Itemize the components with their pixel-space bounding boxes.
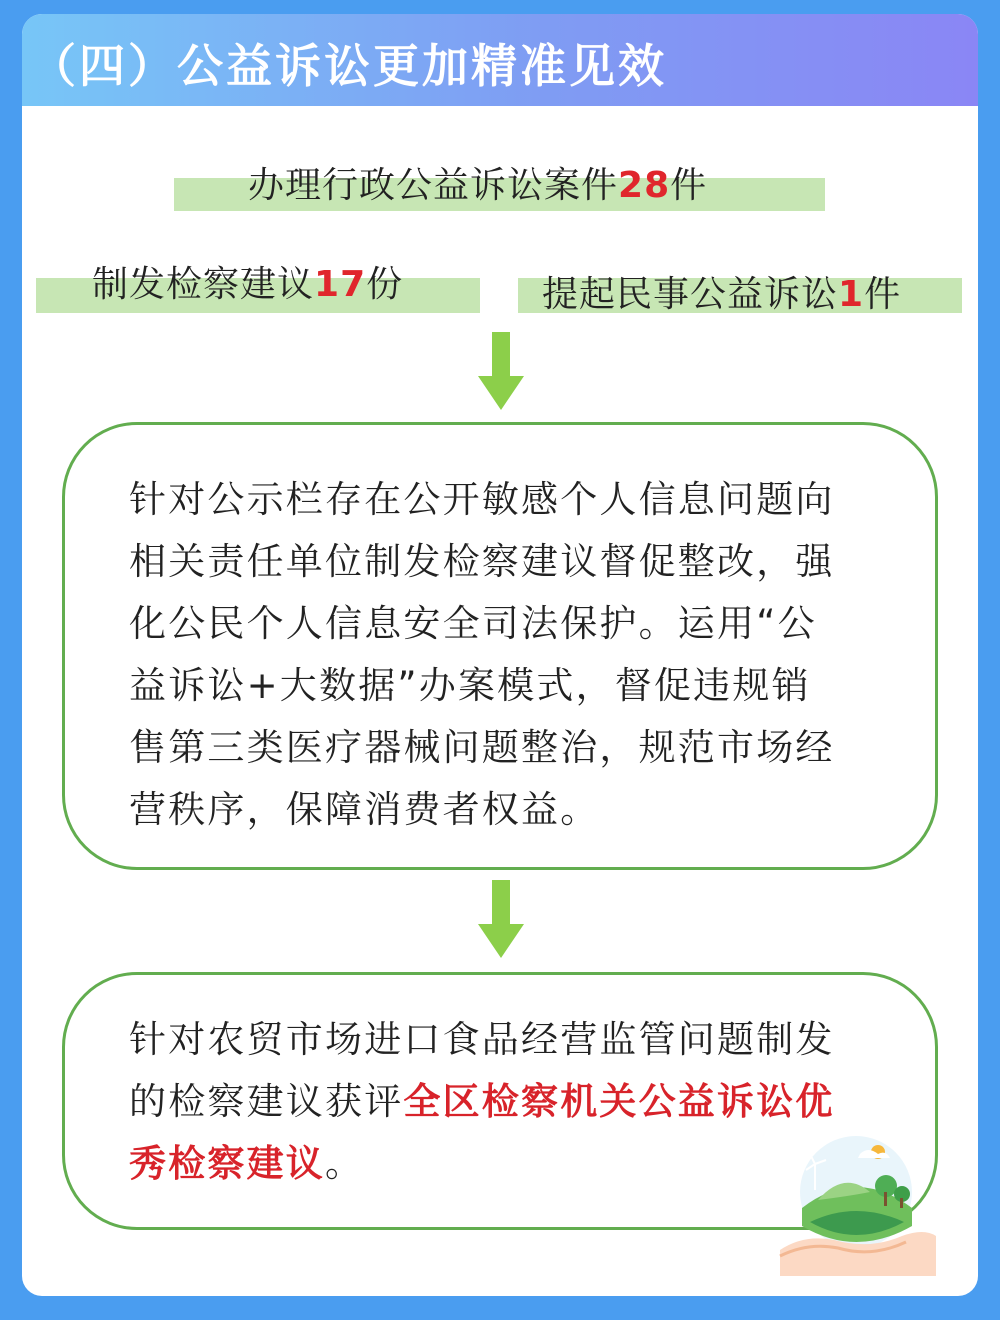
stat-number: 28 <box>618 165 671 206</box>
text-plain: 的检察建议获评 <box>129 1080 404 1123</box>
text-line: 相关责任单位制发检察建议督促整改，强 <box>129 540 835 583</box>
stat-number: 17 <box>314 264 367 305</box>
box-paragraph <box>129 469 835 841</box>
award-highlight: 全区检察机关公益诉讼优 <box>403 1080 835 1123</box>
award-highlight: 秀检察建议 <box>129 1142 325 1185</box>
text-line: 针对农贸市场进口食品经营监管问题制发 <box>129 1018 835 1061</box>
text-line: 益诉讼+大数据”办案模式，督促违规销 <box>129 664 811 707</box>
content-card <box>22 14 978 1296</box>
down-arrow-icon <box>476 332 526 412</box>
stat-label: 提起民事公益诉讼 <box>542 274 839 315</box>
measure-box-privacy <box>62 422 938 870</box>
section-title: （四）公益诉讼更加精准见效 <box>30 39 667 93</box>
text-line: 针对公示栏存在公开敏感个人信息问题向 <box>129 478 835 521</box>
stat-label: 办理行政公益诉讼案件 <box>248 165 619 206</box>
stat-unit: 件 <box>670 165 708 206</box>
text-line: 营秩序，保障消费者权益。 <box>129 788 600 831</box>
text-line: 售第三类医疗器械问题整治，规范市场经 <box>129 726 835 769</box>
section-header <box>22 14 978 106</box>
stat-unit: 份 <box>366 264 404 305</box>
stat-number: 1 <box>838 274 865 315</box>
stat-label: 制发检察建议 <box>92 264 315 305</box>
text-line: 化公民个人信息安全司法保护。运用“公 <box>129 602 817 645</box>
stat-unit: 件 <box>864 274 902 315</box>
earth-in-hand-icon <box>774 1130 940 1276</box>
down-arrow-icon <box>476 880 526 960</box>
box-paragraph <box>129 1009 835 1195</box>
text-plain: 。 <box>325 1142 365 1185</box>
